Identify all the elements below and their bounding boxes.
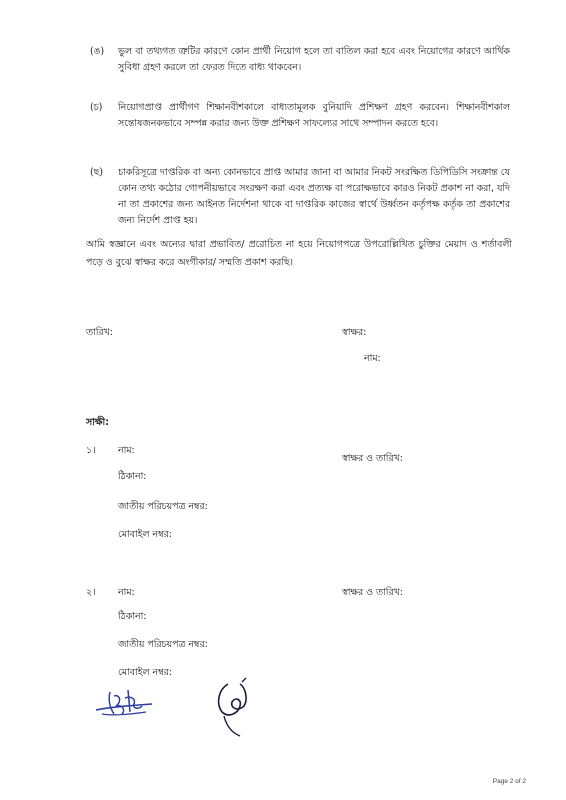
witness-mobile-label: মোবাইল নম্বর: (118, 529, 172, 540)
clause-text: নিয়োগপ্রাপ্ত প্রার্থীগণ শিক্ষানবীশকালে বাধ্যতামূলক বুনিয়াদি প্রশিক্ষণ গ্রহণ করবেন। শিক্ষানবীশকাল সন্তোষজনকভাবে সম্পন্ন করার জন্য উক্ত প্রশিক্ষণ সাফল্যের সাথে সম্পাদন করতে হবে। (118, 102, 510, 129)
date-label: তারিখ: (86, 327, 113, 338)
witness-address-label: ঠিকানা: (118, 611, 147, 622)
clause-text: ভুল বা তথ্যগত ত্রুটির কারণে কোন প্রার্থী নিয়োগ হলে তা বাতিল করা হবে এবং নিয়োগের কারণে আর্থিক সুবিধা গ্রহণ করলে তা ফেরত দিতে বাধ্য থাকবেন। (118, 46, 510, 73)
witness-sign-date-label: স্বাক্ষর ও তারিখ: (342, 453, 403, 464)
witness-number: ১। (86, 445, 96, 456)
witness-nid-label: জাতীয় পরিচয়পত্র নম্বর: (118, 501, 208, 512)
handwritten-initial-mark (210, 676, 254, 740)
clause-number: (চ) (90, 102, 103, 113)
witness-address-label: ঠিকানা: (118, 471, 147, 482)
handwritten-initial-signature (92, 684, 158, 720)
witness-sign-date-label: স্বাক্ষর ও তারিখ: (342, 587, 403, 598)
name-label: নাম: (364, 353, 381, 364)
clause-number: (ঙ) (90, 46, 105, 57)
witness-number: ২। (86, 587, 96, 598)
clause-number: (ছ) (90, 167, 103, 178)
witness-name-label: নাম: (118, 587, 135, 598)
clause-text: চাকরিসূত্রে দাপ্তরিক বা অন্য কোনভাবে প্রাপ্ত আমার জানা বা আমার নিকট সংরক্ষিত ডিপিডিসি সংক্রান্ত যে কোন তথ্য কঠোর গোপনীয়ভাবে সংরক্ষণ করা এবং প্রত্যক্ষ বা পরোক্ষভাবে কারও নিকট প্রকাশ না করা, যদি না তা প্রকাশের জন্য আইনত নির্দেশনা থাকে বা দাপ্তরিক কাজের স্বার্থে উর্ধ্বতন কর্তৃপক্ষ কর্তৃক তা প্রকাশের জন্য নির্দেশ প্রাপ্ত হয়। (118, 167, 510, 226)
page-number: Page 2 of 2 (492, 778, 526, 785)
witness-nid-label: জাতীয় পরিচয়পত্র নম্বর: (118, 639, 208, 650)
declaration-text: আমি স্বজ্ঞানে এবং অন্যের দ্বারা প্রভাবিত/ প্ররোচিত না হয়ে নিয়োগপত্রে উপরোল্লিখিত চুক্তির মেয়াদ ও শর্তাবলী পড়ে ও বুঝে স্বাক্ষর করে অংগীকার/ সম্মতি প্রকাশ করছি। (86, 239, 512, 268)
witness-heading: সাক্ষী: (86, 417, 109, 428)
witness-mobile-label: মোবাইল নম্বর: (118, 667, 172, 678)
witness-name-label: নাম: (118, 445, 135, 456)
signature-label: স্বাক্ষর: (342, 327, 367, 338)
